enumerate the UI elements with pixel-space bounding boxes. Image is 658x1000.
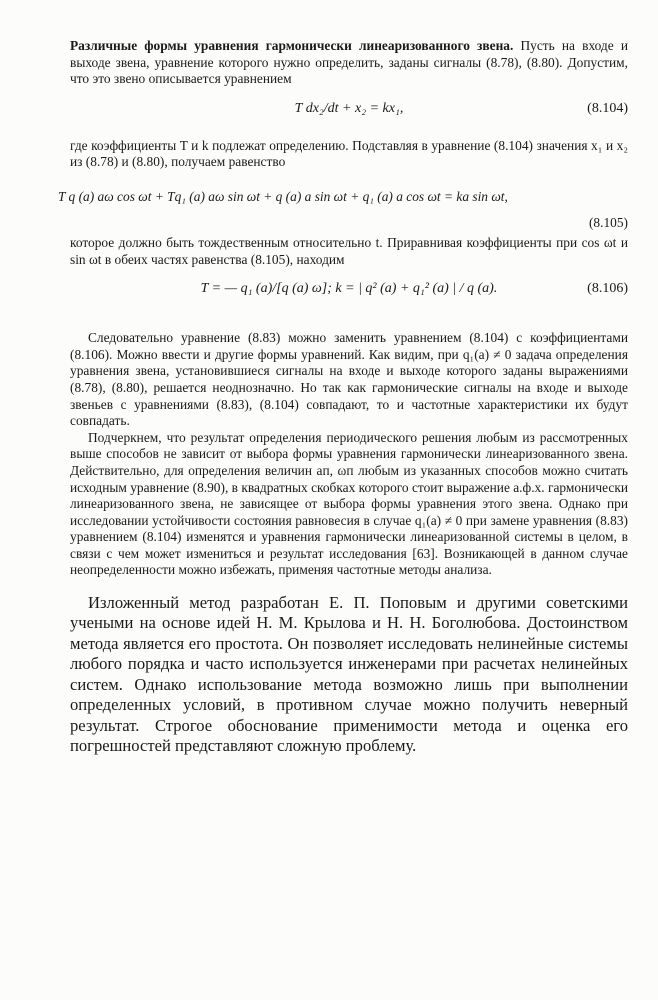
- equation-8-106: [70, 280, 628, 302]
- equation-8-104: [70, 100, 628, 122]
- section-heading: Различные формы уравнения гармонически линеаризованного звена.: [70, 38, 514, 53]
- equation-number: (8.105): [588, 214, 628, 230]
- equation-body: T dx₂/dt + x₂ = kx₁,: [294, 100, 404, 116]
- paragraph-identity: которое должно быть тождественным относительно t. Приравнивая коэффициенты при cos ωt и sin ωt в обеих частях равенства (8.105), находим: [70, 234, 628, 267]
- main-text-section: [70, 593, 628, 756]
- paragraph-emphasis: Подчеркнем, что результат определения периодического решения любым из рассмотренных выше способов не зависит от выбора формы уравнения гармонически линеаризованного звена. Действительно, для определения величин aп, ωп любым из указанных способов можно считать исходным уравнение (8.90), в квадратных скобках которого стоит выражение а.ф.х. гармонически линеаризованного звена, не зависящее от выбора формы уравнения этого звена. Однако при исследовании устойчивости состояния равновесия в случае q₁(a) ≠ 0 при замене уравнения (8.83) уравнением (8.104) изменятся и уравнения гармонически линеаризованной системы в целом, в связи с чем может измениться и результат исследования [63]. Возникающей в данном случае неопределенности можно избежать, применяя частотные методы анализа.: [70, 429, 629, 578]
- paragraph-consequence: Следовательно уравнение (8.83) можно заменить уравнением (8.104) с коэффициентами (8.106). Можно ввести и другие формы уравнений. Как видим, при q₁(a) ≠ 0 задача определения уравнения звена, установившиеся сигналы на входе и выходе которого заданы выражениями (8.78), (8.80), решается неоднозначно. Но так как гармонические сигналы на входе и выходе звеньев с уравнениями (8.83), (8.104) совпадают, то и частотные характеристики их будут совпадать.: [70, 330, 628, 429]
- equation-body: T q (a) aω cos ωt + Tq₁ (a) aω sin ωt + q (a) a sin ωt + q₁ (a) a cos ωt = ka sin ωt,: [58, 188, 508, 204]
- equation-body: T = — q₁ (a)/[q (a) ω]; k = | q² (a) + q₁² (a) | / q (a).: [200, 281, 498, 297]
- paragraph-intro: [70, 38, 628, 88]
- paragraph-coefficients: где коэффициенты T и k подлежат определению. Подставляя в уравнение (8.104) значения x₁ и x₂ из (8.78) и (8.80), получаем равенство: [70, 137, 628, 170]
- equation-number: (8.106): [587, 281, 628, 297]
- equation-8-105: [58, 188, 628, 235]
- small-print-section: [58, 38, 629, 579]
- paragraph-method-summary: Изложенный метод разработан Е. П. Поповым и другими советскими учеными на основе идей Н. М. Крылова и Н. Н. Боголюбова. Достоинством метода является его простота. Он позволяет исследовать нелинейные системы любого порядка и часто используется инженерами при расчетах нелинейных систем. Однако использование метода возможно лишь при выполнении определенных условий, в противном случае можно получить неверный результат. Строгое обоснование применимости метода и оценка его погрешностей представляют сложную проблему.: [70, 593, 628, 755]
- intro-text: Пусть на входе и выходе звена, уравнение которого нужно определить, заданы сигналы (8.78), (8.80). Допустим, что это звено описывается уравнением: [70, 38, 628, 87]
- equation-number: (8.104): [587, 100, 628, 116]
